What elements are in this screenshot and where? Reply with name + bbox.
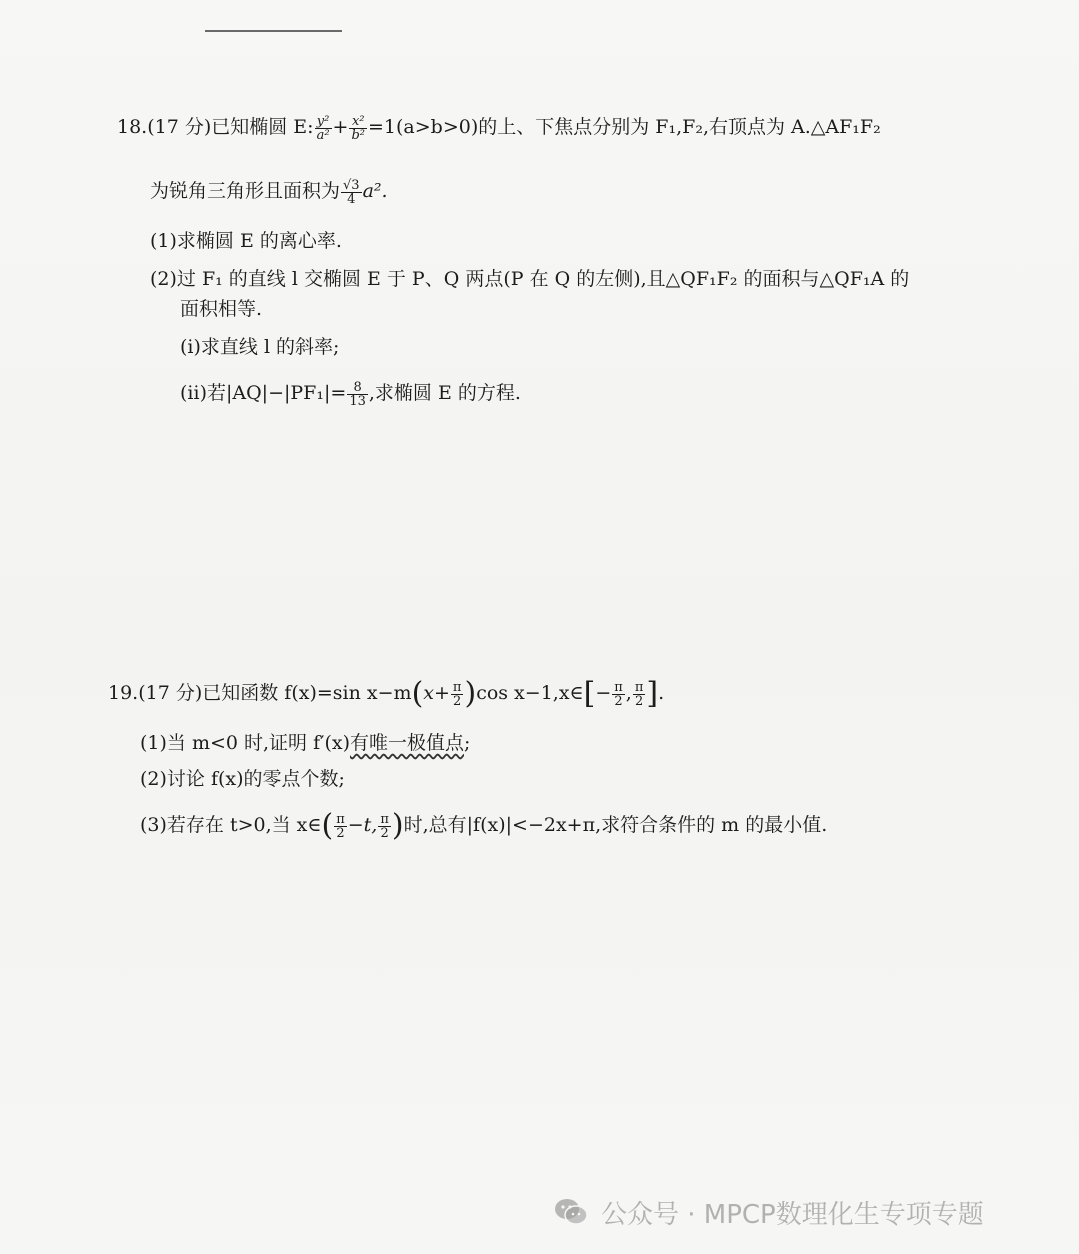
q18-number: 18.	[117, 116, 148, 138]
q18-part1: (1)求椭圆 E 的离心率.	[150, 230, 342, 252]
q18-sub-i: (ⅰ)求直线 l 的斜率;	[180, 336, 340, 358]
q19-part3-frac1: $\frac{\pi}{2}$	[336, 811, 345, 841]
q18-part2: (2)过 F₁ 的直线 l 交椭圆 E 于 P、Q 两点(P 在 Q 的左侧),且△QF₁F₂ 的面积与△QF₁A 的	[150, 268, 910, 290]
q19-pi-half: $\frac{\pi}{2}$	[452, 679, 462, 709]
q19-part3: (3)若存在 t>0,当 x∈( $\frac{\pi}{2}$ −t, $\frac{\pi}{2}$ )时,总有|f(x)|<−2x+π,求符合条件的 m 的最小值.	[140, 808, 828, 843]
q19-part1-annotated: 有唯一极值点	[349, 732, 464, 754]
q18-score: (17 分)	[147, 116, 212, 138]
q18-intro: 已知椭圆 E:	[211, 116, 314, 138]
top-rule	[205, 30, 342, 32]
q18-part2-cont: 面积相等.	[180, 298, 263, 320]
q18-sub-ii: (ⅱ)若|AQ|−|PF₁|= $\frac{8}{13}$ ,求椭圆 E 的方程.	[180, 379, 521, 409]
q18-intro-rest: =1(a>b>0)的上、下焦点分别为 F₁,F₂,右顶点为 A.△AF₁F₂	[368, 116, 881, 138]
q19-part3-frac2: $\frac{\pi}{2}$	[380, 811, 389, 841]
watermark	[553, 1192, 984, 1232]
q19-part2: (2)讨论 f(x)的零点个数;	[140, 768, 345, 790]
q19-score: (17 分)	[138, 682, 203, 704]
wechat-icon	[553, 1197, 589, 1227]
q19-domain-right: $\frac{\pi}{2}$	[634, 679, 644, 709]
q18-sub-ii-fraction: $\frac{8}{13}$	[349, 379, 366, 409]
watermark-text: 公众号 · MPCP数理化生专项专题	[601, 1199, 984, 1230]
q19-part1: (1)当 m<0 时,证明 f′(x)有唯一极值点;	[140, 732, 471, 754]
q19-domain-left: $\frac{\pi}{2}$	[614, 679, 623, 709]
q18-line1: 18.(17 分)已知椭圆 E: $\frac{\text{y²}}{\text{a²}}$ + $\frac{\text{x²}}{\text{b²}}$ =1(a>b>0)的上、下焦点分别为 F₁,F₂,右顶点为 A.△AF₁F₂	[117, 113, 881, 143]
q18-fraction-x: $\frac{\text{x²}}{\text{b²}}$	[351, 113, 366, 143]
q18-area-fraction: $\frac{√3}{4}$	[343, 177, 360, 207]
q19-line1: 19.(17 分)已知函数 f(x)=sin x−m(x+ $\frac{\pi}{2}$ )cos x−1,x∈[− $\frac{\pi}{2}$ , $\frac{\pi}{2}$ ].	[108, 676, 665, 711]
q18-fraction-y: $\frac{\text{y²}}{\text{a²}}$	[316, 113, 330, 143]
q19-number: 19.	[108, 682, 139, 704]
q18-line2: 为锐角三角形且面积为 $\frac{√3}{4}$ a².	[150, 177, 388, 207]
